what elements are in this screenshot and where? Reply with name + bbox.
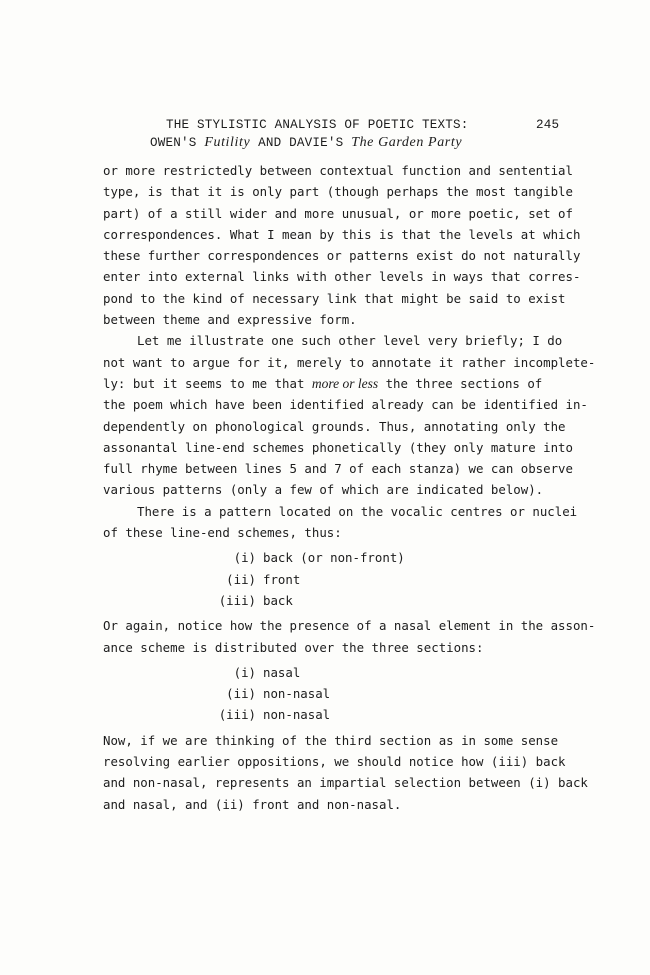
header-title-line-1: THE STYLISTIC ANALYSIS OF POETIC TEXTS: xyxy=(166,118,469,132)
text-line: these further correspondences or patterns exist do not naturally xyxy=(103,248,581,264)
text-line: pond to the kind of necessary link that might be said to exist xyxy=(103,290,566,306)
header-title-line-2 xyxy=(150,135,462,151)
header-garden-party: The Garden Party xyxy=(351,135,463,150)
list-item-number: (i) xyxy=(233,664,256,680)
paragraph-4 xyxy=(103,615,596,658)
page-number: 245 xyxy=(536,118,560,132)
list-item-number: (ii) xyxy=(226,571,256,587)
text-line: correspondences. What I mean by this is that the levels at which xyxy=(103,226,581,242)
list-item xyxy=(103,662,563,683)
list-item-text: front xyxy=(263,571,301,587)
text-line: Or again, notice how the presence of a nasal element in the asson- xyxy=(103,618,596,634)
text-run: the three sections of xyxy=(378,375,543,391)
text-line: and nasal, and (ii) front and non-nasal. xyxy=(103,796,402,812)
paragraph-5 xyxy=(103,730,588,815)
list-item-text: nasal xyxy=(263,664,301,680)
list-item xyxy=(103,683,563,704)
list-item-number: (iii) xyxy=(218,707,256,723)
emphasis-more-or-less: more or less xyxy=(311,375,379,391)
list-item-text: back (or non-front) xyxy=(263,550,405,566)
text-line: of these line-end schemes, thus: xyxy=(103,525,342,541)
text-line: assonantal line-end schemes phonetically (they only mature into xyxy=(103,439,573,455)
paragraph-1 xyxy=(103,160,581,330)
text-line: the poem which have been identified already can be identified in- xyxy=(103,397,588,413)
paragraph-3 xyxy=(103,501,578,544)
list-item-text: non-nasal xyxy=(263,686,331,702)
text-line: There is a pattern located on the vocalic centres or nuclei xyxy=(137,503,578,519)
list-item-number: (ii) xyxy=(226,686,256,702)
text-line: full rhyme between lines 5 and 7 of each stanza) we can observe xyxy=(103,461,573,477)
text-line: enter into external links with other levels in ways that corres- xyxy=(103,269,581,285)
page-body xyxy=(103,160,596,815)
list-item xyxy=(103,590,563,611)
text-line: type, is that it is only part (though perhaps the most tangible xyxy=(103,184,573,200)
text-line: part) of a still wider and more unusual, or more poetic, set of xyxy=(103,205,573,221)
list-item-text: non-nasal xyxy=(263,707,331,723)
header-owen: OWEN'S xyxy=(150,136,205,150)
paragraph-2 xyxy=(103,330,596,500)
list-item xyxy=(103,704,563,725)
text-line: Let me illustrate one such other level very briefly; I do xyxy=(137,333,563,349)
list-item-number: (i) xyxy=(233,550,256,566)
list-item-number: (iii) xyxy=(218,592,256,608)
header-and-davie: AND DAVIE'S xyxy=(250,136,352,150)
text-line xyxy=(103,373,563,394)
text-line: between theme and expressive form. xyxy=(103,312,357,328)
text-line: resolving earlier oppositions, we should notice how (iii) back xyxy=(103,754,566,770)
text-line: and non-nasal, represents an impartial selection between (i) back xyxy=(103,775,588,791)
text-run: ly: but it seems to me that xyxy=(103,375,312,391)
text-line: dependently on phonological grounds. Thus, annotating only the xyxy=(103,418,566,434)
vowel-pattern-list xyxy=(103,547,563,611)
text-line: Now, if we are thinking of the third section as in some sense xyxy=(103,732,559,748)
list-item-text: back xyxy=(263,592,293,608)
header-futility: Futility xyxy=(204,135,251,150)
list-item xyxy=(103,547,563,568)
text-line: various patterns (only a few of which are indicated below). xyxy=(103,482,544,498)
text-line: or more restrictedly between contextual function and sentential xyxy=(103,163,573,178)
text-line: not want to argue for it, merely to annotate it rather incomplete- xyxy=(103,354,596,370)
text-line: ance scheme is distributed over the three sections: xyxy=(103,639,484,655)
nasal-pattern-list xyxy=(103,662,563,726)
list-item xyxy=(103,569,563,590)
